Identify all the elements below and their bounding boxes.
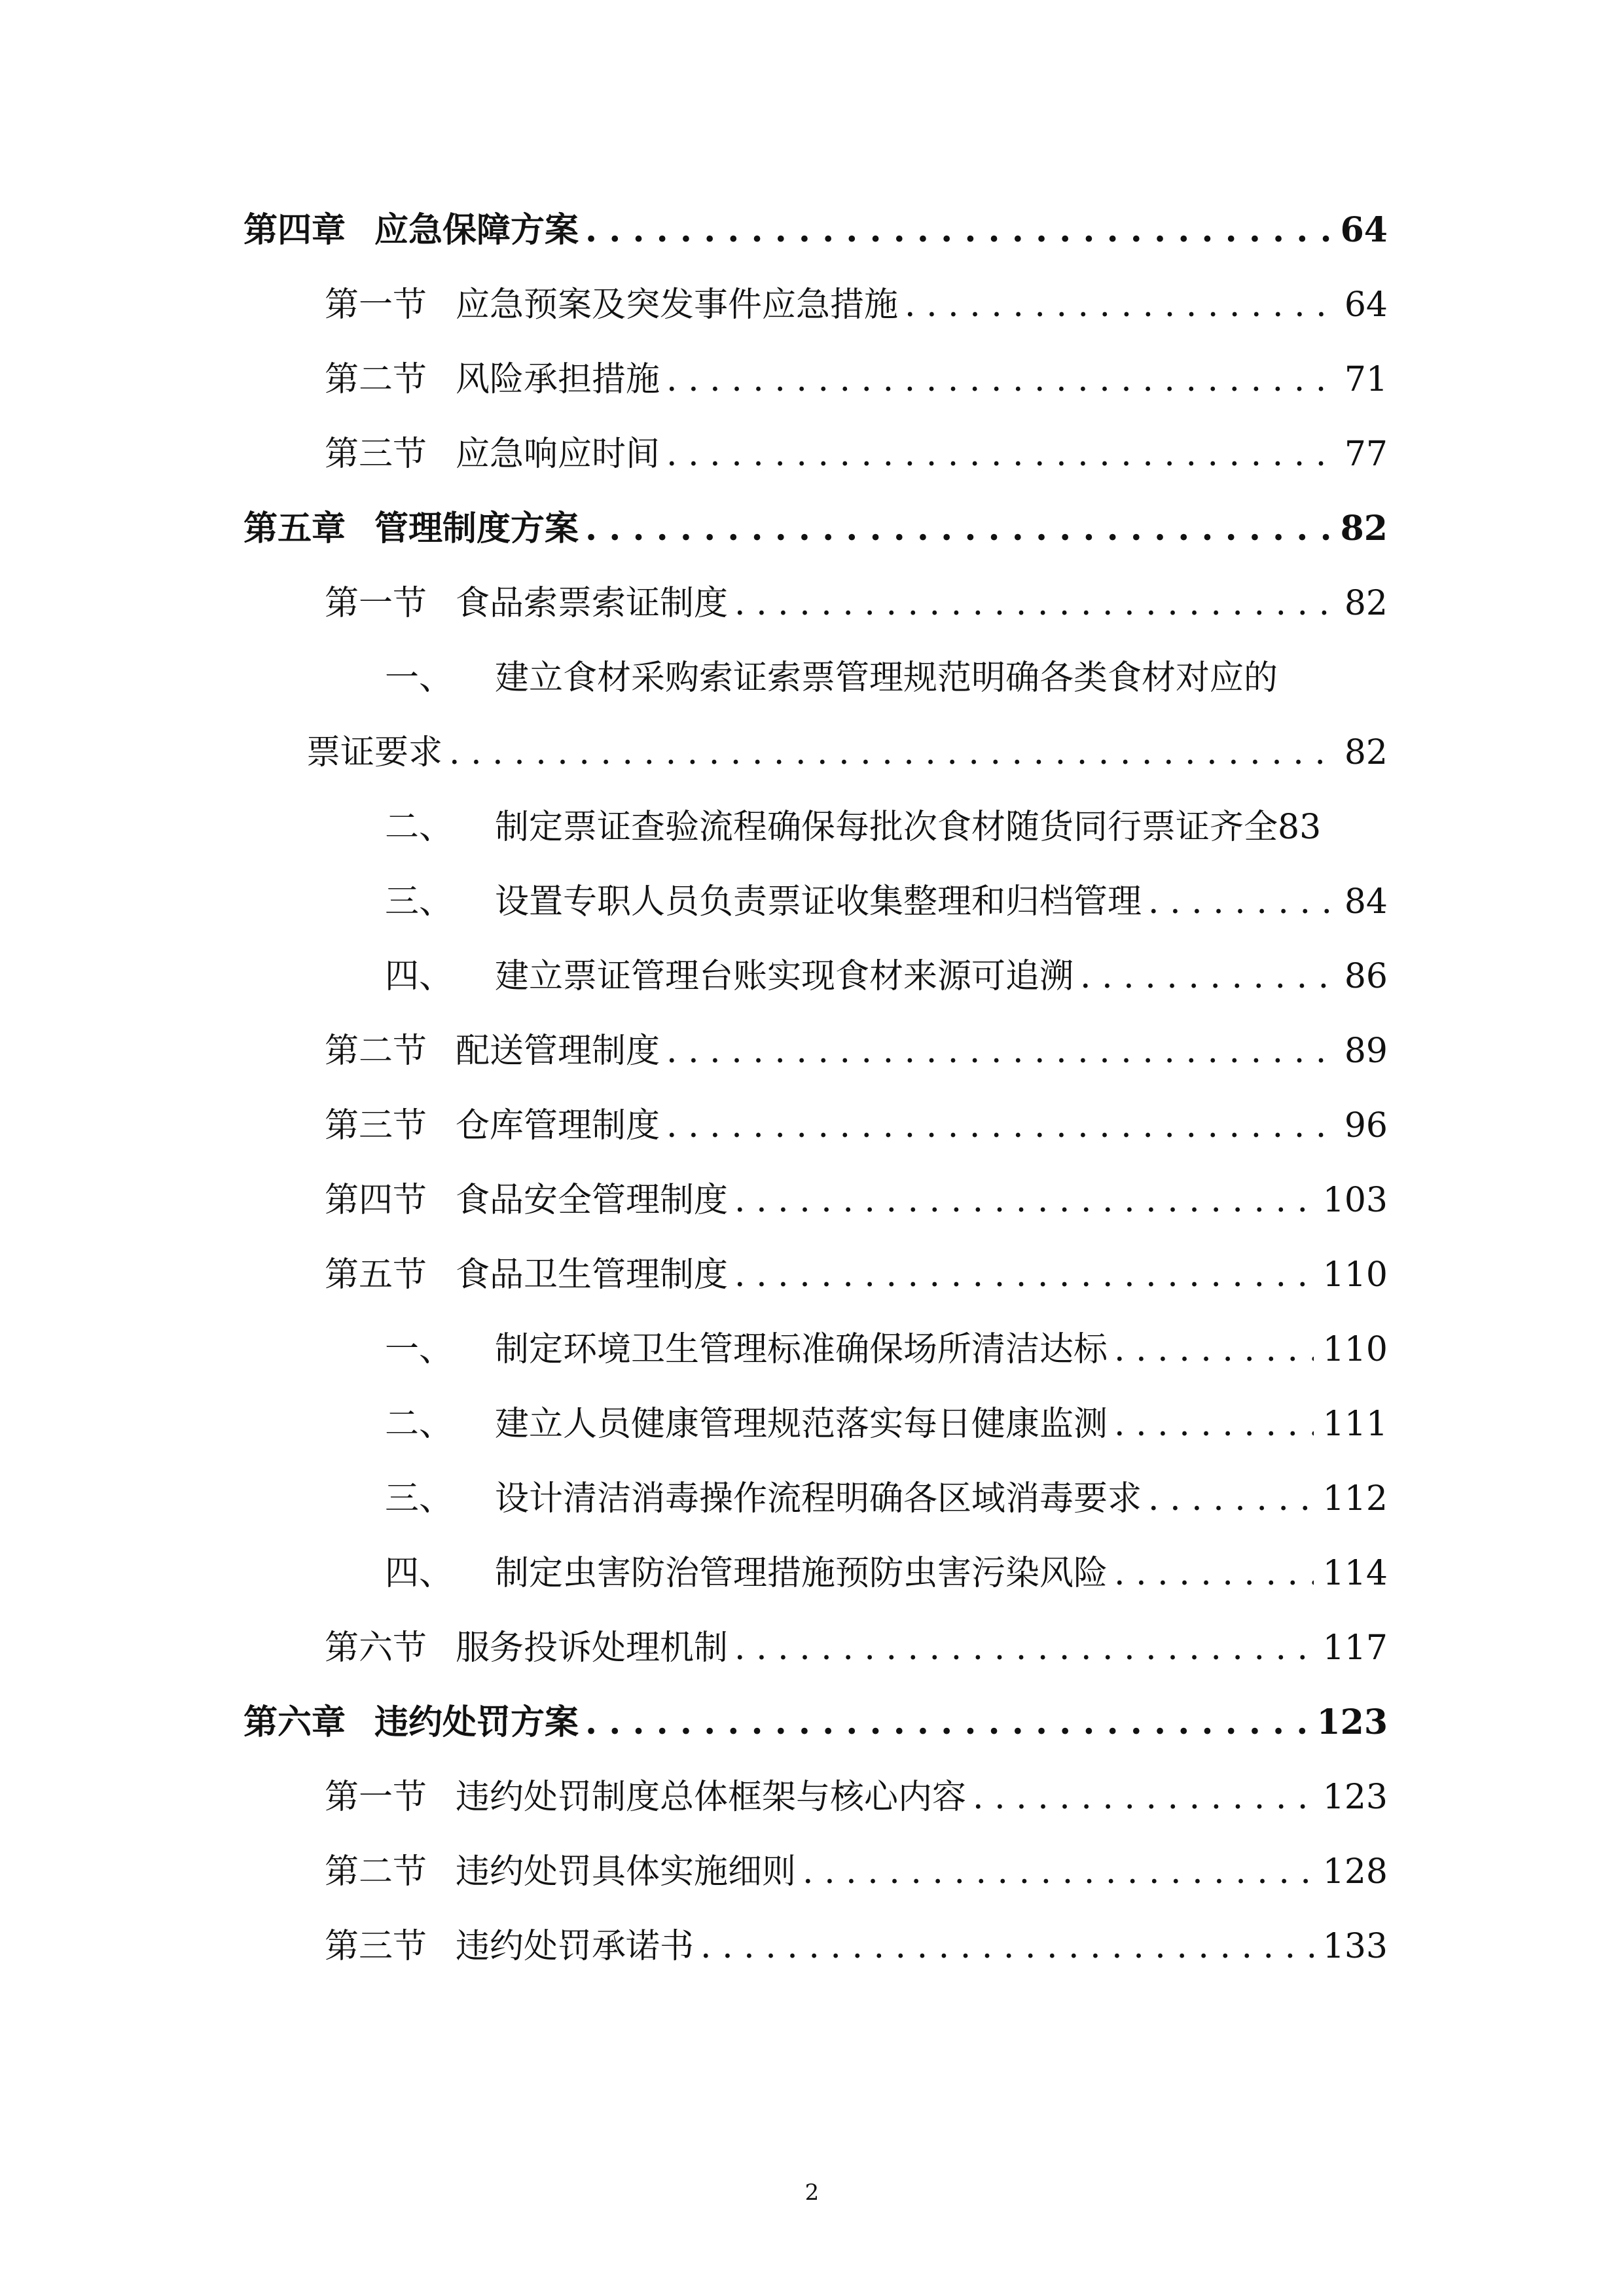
toc-entry-number: 第二节 <box>325 360 427 399</box>
toc-entry-text <box>325 1611 728 1685</box>
toc-dot-leader <box>666 417 1335 492</box>
toc-page-number: 77 <box>1344 435 1388 474</box>
toc-section-entry[interactable] <box>244 1760 1388 1835</box>
toc-dot-leader <box>734 566 1335 641</box>
toc-dot-leader <box>666 1088 1335 1163</box>
page-number: 2 <box>804 2179 820 2206</box>
toc-entry-number: 第三节 <box>325 1927 427 1966</box>
toc-section-entry[interactable] <box>244 1014 1388 1088</box>
toc-entry-text <box>244 1685 579 1760</box>
toc-page-number: 83 <box>1278 808 1322 847</box>
toc-entry-text <box>385 790 1278 865</box>
toc-page-number: 82 <box>1344 733 1388 772</box>
table-of-contents <box>244 193 1388 1984</box>
toc-entry-title: 管理制度方案 <box>374 509 579 548</box>
toc-entry-title: 建立食材采购索证索票管理规范明确各类食材对应的 <box>495 658 1278 698</box>
toc-entry-text <box>385 1312 1108 1387</box>
toc-section-entry[interactable] <box>244 342 1388 417</box>
toc-dot-leader <box>905 268 1335 342</box>
toc-subsection-entry[interactable] <box>244 865 1388 939</box>
toc-subsection-entry[interactable] <box>244 1312 1388 1387</box>
toc-dot-leader <box>1148 865 1335 939</box>
toc-entry-text <box>244 193 579 268</box>
toc-entry-title: 建立人员健康管理规范落实每日健康监测 <box>495 1405 1108 1444</box>
toc-page-number: 111 <box>1322 1405 1388 1444</box>
toc-dot-leader <box>1080 939 1335 1014</box>
toc-chapter-entry[interactable] <box>244 193 1388 268</box>
toc-dot-leader <box>666 1014 1335 1088</box>
toc-entry-number: 第五章 <box>244 509 346 548</box>
toc-entry-number: 第三节 <box>325 1106 427 1145</box>
toc-entry-number: 第三节 <box>325 435 427 474</box>
toc-entry-text <box>325 566 728 641</box>
toc-page-number: 71 <box>1344 360 1388 399</box>
toc-page-number: 82 <box>1344 584 1388 623</box>
toc-dot-leader <box>734 1238 1314 1312</box>
toc-dot-leader <box>585 492 1331 566</box>
toc-page-number: 123 <box>1316 1702 1388 1742</box>
toc-dot-leader <box>734 1611 1314 1685</box>
toc-entry-title: 应急预案及突发事件应急措施 <box>456 285 899 325</box>
toc-entry-number: 二、 <box>385 808 454 847</box>
toc-entry-text <box>325 1835 796 1909</box>
toc-entry-title: 应急保障方案 <box>374 210 579 250</box>
toc-entry-title: 违约处罚制度总体框架与核心内容 <box>456 1778 967 1817</box>
toc-page-number: 103 <box>1322 1181 1388 1220</box>
toc-dot-leader <box>449 715 1335 790</box>
toc-entry-title: 制定票证查验流程确保每批次食材随货同行票证齐全 <box>495 808 1278 847</box>
toc-section-entry[interactable] <box>244 1611 1388 1685</box>
toc-subsection-entry[interactable] <box>244 939 1388 1014</box>
toc-subsection-entry[interactable] <box>244 715 1388 790</box>
toc-section-entry[interactable] <box>244 268 1388 342</box>
toc-entry-number: 第六节 <box>325 1628 427 1668</box>
toc-subsection-entry[interactable] <box>244 1536 1388 1611</box>
toc-entry-title: 食品索票索证制度 <box>456 584 729 623</box>
toc-page-number: 89 <box>1344 1031 1388 1071</box>
toc-dot-leader <box>1114 1312 1314 1387</box>
toc-entry-number: 第一节 <box>325 1778 427 1817</box>
toc-entry-title: 配送管理制度 <box>456 1031 660 1071</box>
toc-entry-title: 制定虫害防治管理措施预防虫害污染风险 <box>495 1554 1108 1593</box>
toc-entry-number: 一、 <box>385 1330 454 1369</box>
toc-entry-title: 风险承担措施 <box>456 360 660 399</box>
toc-entry-title: 食品卫生管理制度 <box>456 1255 729 1295</box>
toc-dot-leader <box>1114 1536 1314 1611</box>
toc-section-entry[interactable] <box>244 1088 1388 1163</box>
toc-entry-title: 票证要求 <box>306 733 443 772</box>
toc-entry-text <box>325 1088 660 1163</box>
toc-entry-title: 设计清洁消毒操作流程明确各区域消毒要求 <box>495 1479 1142 1518</box>
toc-page-number: 114 <box>1322 1554 1388 1593</box>
toc-subsection-entry[interactable] <box>244 1387 1388 1462</box>
toc-section-entry[interactable] <box>244 566 1388 641</box>
toc-entry-number: 第六章 <box>244 1702 346 1742</box>
toc-dot-leader <box>585 193 1331 268</box>
toc-entry-number: 二、 <box>385 1405 454 1444</box>
toc-subsection-entry[interactable] <box>244 790 1388 865</box>
toc-page-number: 123 <box>1322 1778 1388 1817</box>
toc-page-number: 86 <box>1344 957 1388 996</box>
toc-page-number: 82 <box>1340 509 1388 548</box>
toc-entry-title: 违约处罚方案 <box>374 1702 579 1742</box>
toc-entry-number: 第二节 <box>325 1031 427 1071</box>
toc-entry-title: 食品安全管理制度 <box>456 1181 729 1220</box>
toc-entry-text <box>306 715 442 790</box>
toc-chapter-entry[interactable] <box>244 1685 1388 1760</box>
toc-dot-leader <box>803 1835 1314 1909</box>
toc-entry-text <box>385 1462 1142 1536</box>
toc-subsection-entry[interactable] <box>244 1462 1388 1536</box>
toc-entry-title: 制定环境卫生管理标准确保场所清洁达标 <box>495 1330 1108 1369</box>
toc-dot-leader <box>700 1909 1314 1984</box>
toc-entry-text <box>385 1387 1108 1462</box>
toc-entry-number: 三、 <box>385 882 454 922</box>
toc-entry-text <box>325 342 660 417</box>
toc-entry-number: 三、 <box>385 1479 454 1518</box>
toc-page-number: 84 <box>1344 882 1388 922</box>
toc-entry-text <box>325 417 660 492</box>
toc-chapter-entry[interactable] <box>244 492 1388 566</box>
toc-section-entry[interactable] <box>244 417 1388 492</box>
toc-page-number: 96 <box>1344 1106 1388 1145</box>
toc-dot-leader <box>585 1685 1307 1760</box>
toc-entry-title: 仓库管理制度 <box>456 1106 660 1145</box>
toc-entry-text <box>325 268 898 342</box>
toc-section-entry[interactable] <box>244 1163 1388 1238</box>
toc-page-number: 110 <box>1322 1255 1388 1295</box>
toc-entry-title: 建立票证管理台账实现食材来源可追溯 <box>495 957 1074 996</box>
toc-entry-number: 第四章 <box>244 210 346 250</box>
toc-entry-text <box>325 1163 728 1238</box>
toc-entry-text <box>325 1909 694 1984</box>
toc-entry-text <box>325 1760 966 1835</box>
toc-entry-text <box>385 865 1142 939</box>
toc-page-number: 110 <box>1322 1330 1388 1369</box>
toc-entry-number: 四、 <box>385 1554 454 1593</box>
toc-dot-leader <box>1114 1387 1314 1462</box>
toc-section-entry[interactable] <box>244 1835 1388 1909</box>
toc-section-entry[interactable] <box>244 1909 1388 1984</box>
toc-entry-title: 违约处罚承诺书 <box>456 1927 695 1966</box>
toc-dot-leader <box>666 342 1335 417</box>
toc-dot-leader <box>734 1163 1314 1238</box>
toc-entry-number: 第五节 <box>325 1255 427 1295</box>
toc-entry-text <box>385 1536 1108 1611</box>
toc-dot-leader <box>973 1760 1314 1835</box>
toc-entry-text <box>385 939 1074 1014</box>
toc-entry-number: 一、 <box>385 658 454 698</box>
toc-entry-number: 第一节 <box>325 285 427 325</box>
toc-section-entry[interactable] <box>244 1238 1388 1312</box>
toc-subsection-entry[interactable] <box>244 641 1388 715</box>
toc-page-number: 64 <box>1340 210 1388 250</box>
toc-entry-number: 第二节 <box>325 1852 427 1892</box>
toc-entry-number: 四、 <box>385 957 454 996</box>
toc-page-number: 64 <box>1344 285 1388 325</box>
toc-entry-number: 第四节 <box>325 1181 427 1220</box>
toc-page-number: 112 <box>1322 1479 1388 1518</box>
toc-entry-text <box>244 492 579 566</box>
toc-entry-title: 设置专职人员负责票证收集整理和归档管理 <box>495 882 1142 922</box>
toc-page-number: 117 <box>1322 1628 1388 1668</box>
toc-entry-title: 违约处罚具体实施细则 <box>456 1852 797 1892</box>
toc-entry-title: 服务投诉处理机制 <box>456 1628 729 1668</box>
toc-entry-number: 第一节 <box>325 584 427 623</box>
toc-entry-title: 应急响应时间 <box>456 435 660 474</box>
toc-dot-leader <box>1148 1462 1314 1536</box>
toc-page-number: 128 <box>1322 1852 1388 1892</box>
toc-entry-text <box>325 1238 728 1312</box>
toc-entry-text <box>325 1014 660 1088</box>
toc-page-number: 133 <box>1322 1927 1388 1966</box>
toc-entry-text <box>385 641 1278 715</box>
